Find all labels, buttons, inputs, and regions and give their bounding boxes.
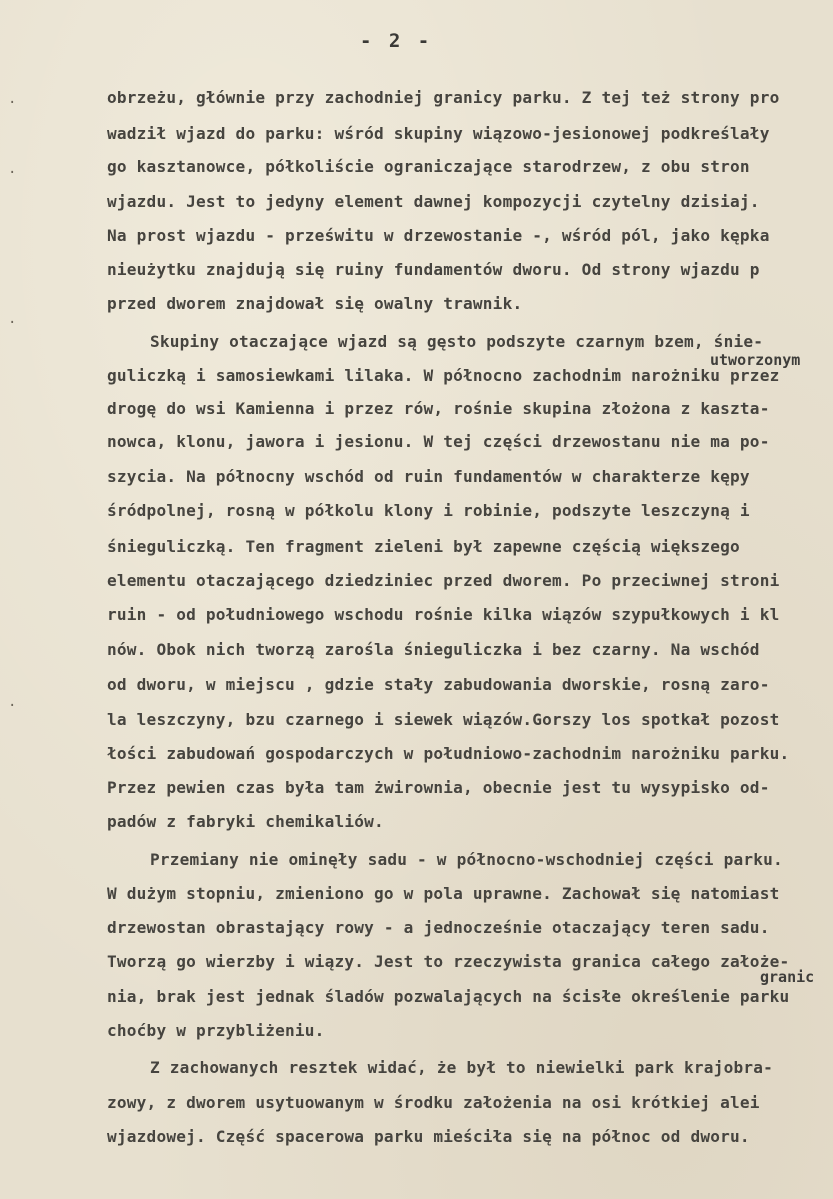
text-line: elementu otaczającego dziedziniec przed dworem. Po przeciwnej stroni — [107, 571, 780, 590]
text-line: Przemiany nie ominęły sadu - w północno-wschodniej części parku. — [150, 850, 783, 869]
margin-mark: · — [8, 165, 17, 181]
text-line: Przez pewien czas była tam żwirownia, obecnie jest tu wysypisko od- — [107, 778, 770, 797]
text-line: nieużytku znajdują się ruiny fundamentów dworu. Od strony wjazdu p — [107, 260, 760, 279]
text-line: wadził wjazd do parku: wśród skupiny wiązowo-jesionowej podkreślały — [107, 124, 770, 143]
handwritten-insert: utworzonym — [710, 351, 801, 369]
text-line: nów. Obok nich tworzą zarośla śnieguliczka i bez czarny. Na wschód — [107, 640, 760, 659]
text-line: szycia. Na północny wschód od ruin fundamentów w charakterze kępy — [107, 467, 750, 486]
margin-mark: · — [8, 95, 17, 111]
margin-mark: · — [8, 315, 17, 331]
text-line: nowca, klonu, jawora i jesionu. W tej części drzewostanu nie ma po- — [107, 432, 770, 451]
text-line: Skupiny otaczające wjazd są gęsto podszyte czarnym bzem, śnie- — [150, 332, 764, 351]
handwritten-insert: granic — [760, 968, 815, 986]
text-line: padów z fabryki chemikaliów. — [107, 812, 384, 831]
text-line: W dużym stopniu, zmieniono go w pola uprawne. Zachował się natomiast — [107, 884, 780, 903]
text-line: go kasztanowce, półkoliście ograniczające starodrzew, z obu stron — [107, 157, 750, 176]
text-line: przed dworem znajdował się owalny trawnik. — [107, 294, 523, 313]
text-line: od dworu, w miejscu , gdzie stały zabudowania dworskie, rosną zaro- — [107, 675, 770, 694]
text-line: śnieguliczką. Ten fragment zieleni był zapewne częścią większego — [107, 537, 740, 556]
text-line: la leszczyny, bzu czarnego i siewek wiązów.Gorszy los spotkał pozost — [107, 710, 780, 729]
text-line: Z zachowanych resztek widać, że był to niewielki park krajobra- — [150, 1058, 774, 1077]
text-line: wjazdowej. Część spacerowa parku mieściła się na północ od dworu. — [107, 1127, 750, 1146]
text-line: Tworzą go wierzby i wiązy. Jest to rzeczywista granica całego założe- — [107, 952, 790, 971]
text-line: obrzeżu, głównie przy zachodniej granicy parku. Z tej też strony pro — [107, 88, 780, 107]
text-line: wjazdu. Jest to jedyny element dawnej kompozycji czytelny dzisiaj. — [107, 192, 760, 211]
text-line: zowy, z dworem usytuowanym w środku założenia na osi krótkiej alei — [107, 1093, 760, 1112]
text-line: guliczką i samosiewkami lilaka. W północno zachodnim narożniku przez — [107, 366, 780, 385]
text-line: drzewostan obrastający rowy - a jednocześnie otaczający teren sadu. — [107, 918, 770, 937]
text-line: śródpolnej, rosną w półkolu klony i robinie, podszyte leszczyną i — [107, 501, 750, 520]
text-line: Na prost wjazdu - prześwitu w drzewostanie -, wśród pól, jako kępka — [107, 226, 770, 245]
page-number: - 2 - — [360, 30, 433, 52]
margin-mark: · — [8, 698, 17, 714]
text-line: drogę do wsi Kamienna i przez rów, rośnie skupina złożona z kaszta- — [107, 399, 770, 418]
text-line: choćby w przybliżeniu. — [107, 1021, 325, 1040]
text-line: ruin - od południowego wschodu rośnie kilka wiązów szypułkowych i kl — [107, 605, 780, 624]
text-line: nia, brak jest jednak śladów pozwalających na ścisłe określenie parku — [107, 987, 790, 1006]
text-line: łości zabudowań gospodarczych w południowo-zachodnim narożniku parku. — [107, 744, 790, 763]
